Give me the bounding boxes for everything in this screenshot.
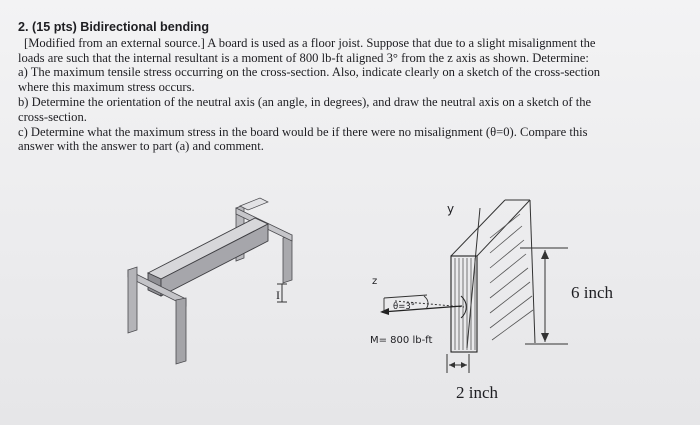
y-axis-label: y	[447, 202, 455, 216]
section-mark-label: I	[276, 288, 280, 302]
height-dimension-label: 6 inch	[571, 283, 614, 302]
problem-text	[18, 20, 690, 154]
problem-title: 2. (15 pts) Bidirectional bending	[18, 20, 210, 34]
part-a-line-2: where this maximum stress occurs.	[18, 80, 195, 95]
intro-line-2: loads are such that the internal resultant is a moment of 800 lb-ft aligned 3° from the z axis as shown. Determine:	[18, 50, 589, 65]
width-dimension-label: 2 inch	[456, 383, 499, 402]
part-b-line-2: cross-section.	[18, 109, 87, 124]
figure	[0, 178, 700, 425]
part-a-line-1: a) The maximum tensile stress occurring on the cross-section. Also, indicate clearly on a sketch of the cross-section	[18, 65, 601, 80]
intro-line-1: [Modified from an external source.] A board is used as a floor joist. Suppose that due to a slight misalignment the	[24, 35, 596, 50]
y-axis-line	[467, 208, 480, 348]
z-axis-label: z	[372, 276, 378, 287]
part-c-line-2: answer with the answer to part (a) and comment.	[18, 139, 264, 154]
cross-section-sketch	[380, 200, 568, 373]
angle-label: θ=3°	[393, 302, 415, 312]
part-b-line-1: b) Determine the orientation of the neutral axis (an angle, in degrees), and draw the neutral axis on a sketch of the	[18, 94, 592, 109]
moment-label: M= 800 lb-ft	[370, 335, 433, 346]
joist-illustration	[128, 198, 292, 364]
part-c-line-1: c) Determine what the maximum stress in the board would be if there were no misalignment (θ=0). Compare this	[18, 124, 588, 139]
